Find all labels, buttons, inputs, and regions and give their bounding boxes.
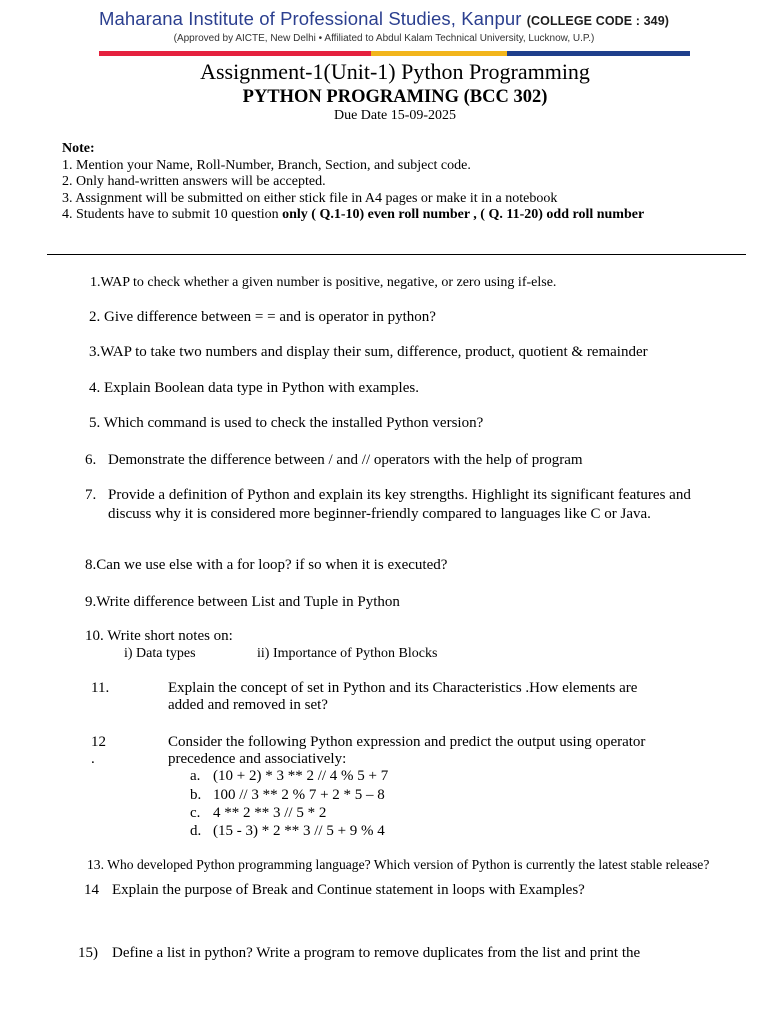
- note-item-4-bold: only ( Q.1-10) even roll number , ( Q. 11-20) odd roll number: [282, 207, 645, 222]
- note-item-4: [62, 207, 644, 224]
- due-date: Due Date 15-09-2025: [333, 108, 457, 123]
- question-12-option-b: [190, 786, 385, 804]
- question-7-line-1: Provide a definition of Python and explain its key strengths. Highlight its significant features and: [108, 487, 691, 503]
- question-6: Demonstrate the difference between / and // operators with the help of program: [108, 452, 583, 468]
- note-block: [62, 141, 644, 224]
- option-label: b.: [190, 787, 202, 803]
- question-11-line-2: added and removed in set?: [168, 697, 328, 713]
- institute-title: Maharana Institute of Professional Studies, Kanpur: [98, 8, 522, 29]
- question-5: 5. Which command is used to check the installed Python version?: [89, 415, 484, 431]
- stripe-yellow: [371, 51, 507, 56]
- option-text: 4 ** 2 ** 3 // 5 * 2: [213, 805, 327, 821]
- question-12-option-a: [190, 767, 389, 785]
- option-text: (10 + 2) * 3 ** 2 // 4 % 5 + 7: [213, 768, 389, 784]
- institute-name: [0, 8, 768, 30]
- college-code: (COLLEGE CODE : 349): [526, 14, 670, 28]
- note-item-3: 3. Assignment will be submitted on either stick file in A4 pages or make it in a notebook: [62, 190, 558, 206]
- option-text: (15 - 3) * 2 ** 3 // 5 + 9 % 4: [213, 823, 385, 839]
- question-7-number: 7.: [85, 487, 97, 503]
- question-14: Explain the purpose of Break and Continue statement in loops with Examples?: [112, 882, 585, 898]
- course-title: PYTHON PROGRAMING (BCC 302): [242, 87, 548, 107]
- institute-subtitle: (Approved by AICTE, New Delhi • Affiliated to Abdul Kalam Technical University, Lucknow, U.P.): [173, 33, 595, 44]
- question-10: 10. Write short notes on:: [85, 628, 233, 644]
- question-6-number: 6.: [85, 452, 97, 468]
- question-12-line-2: precedence and associatively:: [168, 751, 347, 767]
- question-8: 8.Can we use else with a for loop? if so when it is executed?: [85, 557, 448, 573]
- note-item-4-prefix: 4. Students have to submit 10 question: [62, 207, 283, 222]
- note-item-1: 1. Mention your Name, Roll-Number, Branch, Section, and subject code.: [62, 157, 471, 173]
- assignment-title: Assignment-1(Unit-1) Python Programming: [200, 59, 590, 84]
- question-12-option-d: [190, 822, 385, 840]
- question-11-number: 11.: [91, 680, 110, 696]
- stripe-red-mid: [282, 51, 370, 56]
- question-12-option-c: [190, 804, 327, 822]
- question-13: 13. Who developed Python programming language? Which version of Python is currently the latest stable release?: [87, 857, 710, 872]
- question-15: Define a list in python? Write a program to remove duplicates from the list and print the: [112, 945, 641, 961]
- question-11-line-1: Explain the concept of set in Python and its Characteristics .How elements are: [168, 680, 638, 696]
- question-10-part-ii: ii) Importance of Python Blocks: [257, 646, 438, 661]
- question-3: 3.WAP to take two numbers and display their sum, difference, product, quotient & remainder: [89, 344, 648, 360]
- question-10-part-i: i) Data types: [124, 646, 196, 661]
- note-label: Note:: [62, 141, 95, 156]
- option-label: d.: [190, 823, 202, 839]
- question-12-number: 12: [91, 734, 106, 750]
- question-4: 4. Explain Boolean data type in Python with examples.: [89, 380, 419, 396]
- stripe-red-left: [99, 51, 282, 56]
- question-9: 9.Write difference between List and Tuple in Python: [85, 594, 400, 610]
- question-2: 2. Give difference between = = and is operator in python?: [89, 309, 436, 325]
- question-7-line-2: discuss why it is considered more beginner-friendly compared to languages like C or Java.: [108, 506, 651, 522]
- question-15-number: 15): [78, 945, 98, 961]
- question-14-number: 14: [84, 882, 99, 898]
- question-1: 1.WAP to check whether a given number is positive, negative, or zero using if-else.: [90, 275, 557, 290]
- note-item-2: 2. Only hand-written answers will be accepted.: [62, 174, 326, 189]
- stripe-blue: [507, 51, 690, 56]
- question-12-line-1: Consider the following Python expression and predict the output using operator: [168, 734, 646, 750]
- option-text: 100 // 3 ** 2 % 7 + 2 * 5 – 8: [213, 787, 385, 803]
- question-12-dot: .: [91, 751, 95, 767]
- header-color-stripe: [99, 51, 690, 56]
- divider-line: [47, 254, 746, 255]
- option-label: a.: [190, 768, 201, 784]
- option-label: c.: [190, 805, 201, 821]
